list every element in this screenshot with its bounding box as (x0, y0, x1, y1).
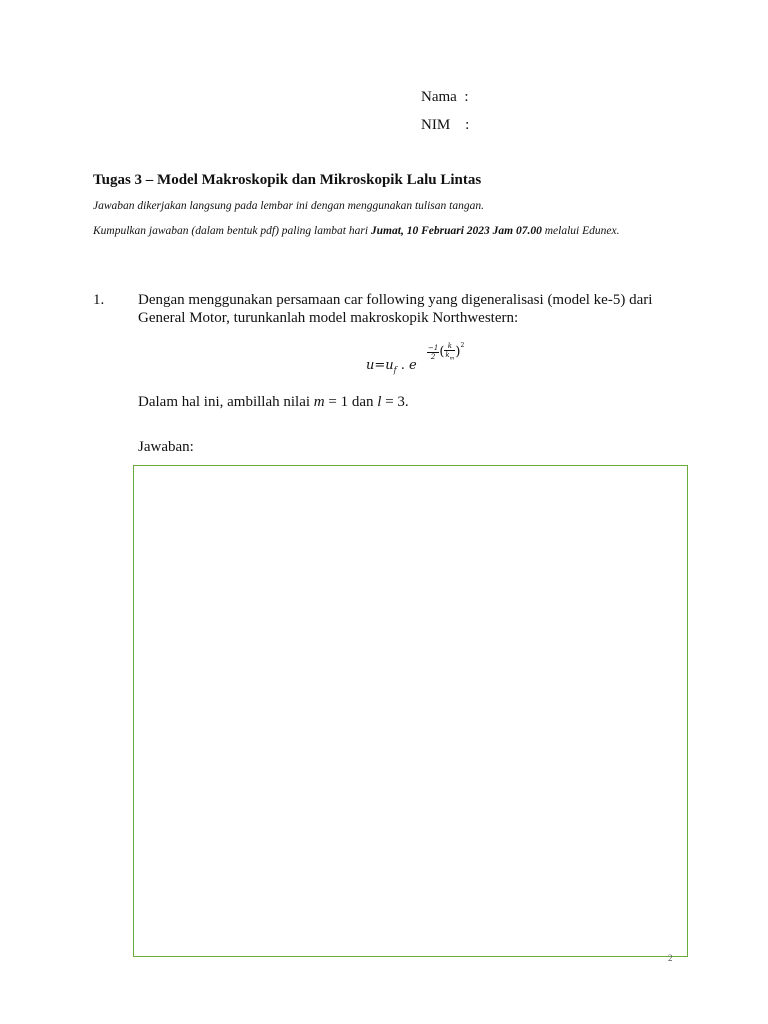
page-number: 2 (668, 953, 673, 963)
exponent-coefficient: $\frac{-1}{2}$ (428, 343, 439, 361)
assignment-title: Tugas 3 – Model Makroskopik dan Mikroskopik Lalu Lintas (93, 172, 482, 188)
answer-box[interactable] (133, 465, 688, 957)
instruction-submission-suffix: melalui Edunex. (541, 225, 620, 237)
submission-deadline: Jumat, 10 Februari 2023 Jam 07.00 (370, 225, 542, 237)
instruction-submission-prefix: Kumpulkan jawaban (dalam bentuk pdf) paling lambat hari (93, 225, 371, 237)
northwestern-equation (366, 340, 476, 380)
density-ratio: $\frac{k}{k_m}$ (445, 342, 455, 362)
instruction-submission (93, 223, 673, 239)
question-number: 1. (93, 292, 105, 308)
nim-label: NIM : (421, 117, 470, 133)
question-text: Dengan menggunakan persamaan car following yang digeneralisasi (model ke-5) dari General Motor, turunkanlah model makroskopik Northwestern: (138, 292, 653, 326)
equation-exponent: $\frac{-1}{2}$ ( $\frac{k}{k_m}$ )2 (428, 342, 465, 362)
nama-label: Nama : (421, 89, 469, 105)
equation-base: $u=u_f$ . e (366, 358, 417, 375)
given-values: Dalam hal ini, ambillah nilai m = 1 dan l = 3. (138, 394, 409, 410)
answer-label: Jawaban: (138, 439, 194, 455)
instruction-handwriting: Jawaban dikerjakan langsung pada lembar ini dengan menggunakan tulisan tangan. (93, 200, 484, 212)
